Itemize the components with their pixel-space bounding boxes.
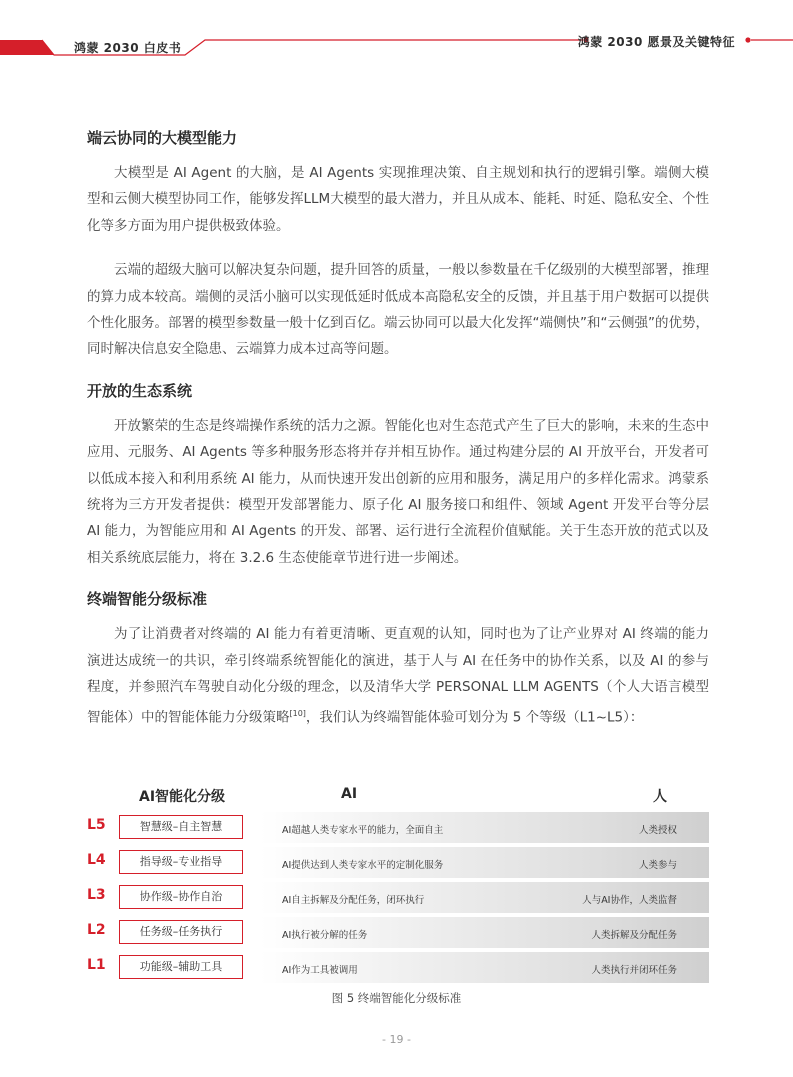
paragraph: 云端的超级大脑可以解决复杂问题，提升回答的质量，一般以参数量在千亿级别的大模型部署，推理的算力成本较高。端侧的灵活小脑可以实现低延时低成本高隐私安全的反馈，并且基于用户数据可以提供个性化服务。部署的模型参数量一般十亿到百亿。端云协同可以最大化发挥“端侧快”和“云侧强”的优势，同时解决信息安全隐患、云端算力成本过高等问题。 (87, 262, 709, 358)
level-name: 任务级–任务执行 (119, 920, 243, 944)
human-role: 人与AI协作，人类监督 (582, 895, 677, 906)
section-title-open-ecosystem: 开放的生态系统 (87, 381, 193, 400)
ai-role: AI执行被分解的任务 (282, 930, 368, 941)
level-code: L3 (87, 887, 106, 903)
level-code: L1 (87, 957, 106, 973)
paragraph: 开放繁荣的生态是终端操作系统的活力之源。智能化也对生态范式产生了巨大的影响，未来的生态中应用、元服务、AI Agents 等多种服务形态将并存并相互协作。通过构建分层的 AI 开放平台，开发者可以低成本接入和利用系统 AI 能力，从而快速开发出创新的应用和服务，满足用户的多样化需求。鸿蒙系统将为三方开发者提供：模型开发部署能力、原子化 AI 服务接口和组件、领域 Agent 开发平台等分层 AI 能力，为智能应用和 AI Agents 的开发、部署、运行进行全流程价值赋能。关于生态开放的范式以及相关系统底层能力，将在 3.2.6 生态使能章节进行进一步阐述。 (87, 417, 709, 566)
main-content (87, 124, 709, 730)
paragraph (87, 621, 709, 730)
ai-role: AI提供达到人类专家水平的定制化服务 (282, 860, 444, 871)
level-name: 智慧级–自主智慧 (119, 815, 243, 839)
ai-role: AI自主拆解及分配任务，闭环执行 (282, 895, 425, 906)
level-name: 功能级–辅助工具 (119, 955, 243, 979)
intelligence-level-table (87, 783, 709, 986)
header-doc-title: 鸿蒙 2030 白皮书 (74, 41, 182, 55)
level-code: L2 (87, 922, 106, 938)
table-row (87, 916, 709, 951)
paragraph-text: ，我们认为终端智能体验可划分为 5 个等级（L1~L5）： (305, 709, 644, 725)
human-role: 人类参与 (638, 860, 677, 871)
table-row (87, 846, 709, 881)
header-chapter-title: 鸿蒙 2030 愿景及关键特征 (577, 35, 735, 49)
level-name: 指导级–专业指导 (119, 850, 243, 874)
human-role: 人类拆解及分配任务 (591, 930, 677, 941)
reference-mark: [10] (289, 708, 306, 718)
page-header (0, 0, 793, 60)
paragraph-text: 为了让消费者对终端的 AI 能力有着更清晰、更直观的认知，同时也为了让产业界对 AI 终端的能力演进达成统一的共识，牵引终端系统智能化的演进，基于人与 AI 在任务中的协作关系，以及 AI 的参与程度，并参照汽车驾驶自动化分级的理念，以及清华大学 PERSONAL LLM AGENTS（个人大语言模型智能体）中的智能体能力分级策略 (87, 626, 709, 725)
level-code: L4 (87, 852, 106, 868)
paragraph: 大模型是 AI Agent 的大脑，是 AI Agents 实现推理决策、自主规划和执行的逻辑引擎。端侧大模型和云侧大模型协同工作，能够发挥LLM大模型的最大潜力，并且从成本、能耗、时延、隐私安全、个性化等多方面为用户提供极致体验。 (87, 165, 709, 234)
table-header (87, 783, 709, 811)
col-header-level: AI智能化分级 (139, 789, 226, 805)
human-role: 人类执行并闭环任务 (591, 965, 677, 976)
section-title-intelligence-levels: 终端智能分级标准 (87, 590, 208, 609)
human-role: 人类授权 (638, 825, 677, 836)
col-header-human: 人 (653, 789, 667, 805)
section-title-edge-cloud: 端云协同的大模型能力 (87, 129, 238, 147)
ai-role: AI作为工具被调用 (282, 965, 358, 976)
col-header-ai: AI (341, 786, 358, 802)
page-number: - 19 - (382, 1033, 411, 1046)
level-name: 协作级–协作自治 (119, 885, 243, 909)
figure-caption: 图 5 终端智能化分级标准 (331, 991, 462, 1005)
table-row (87, 951, 709, 986)
ai-role: AI超越人类专家水平的能力，全面自主 (282, 825, 444, 836)
table-row (87, 881, 709, 916)
table-row (87, 811, 709, 846)
level-code: L5 (87, 817, 106, 833)
